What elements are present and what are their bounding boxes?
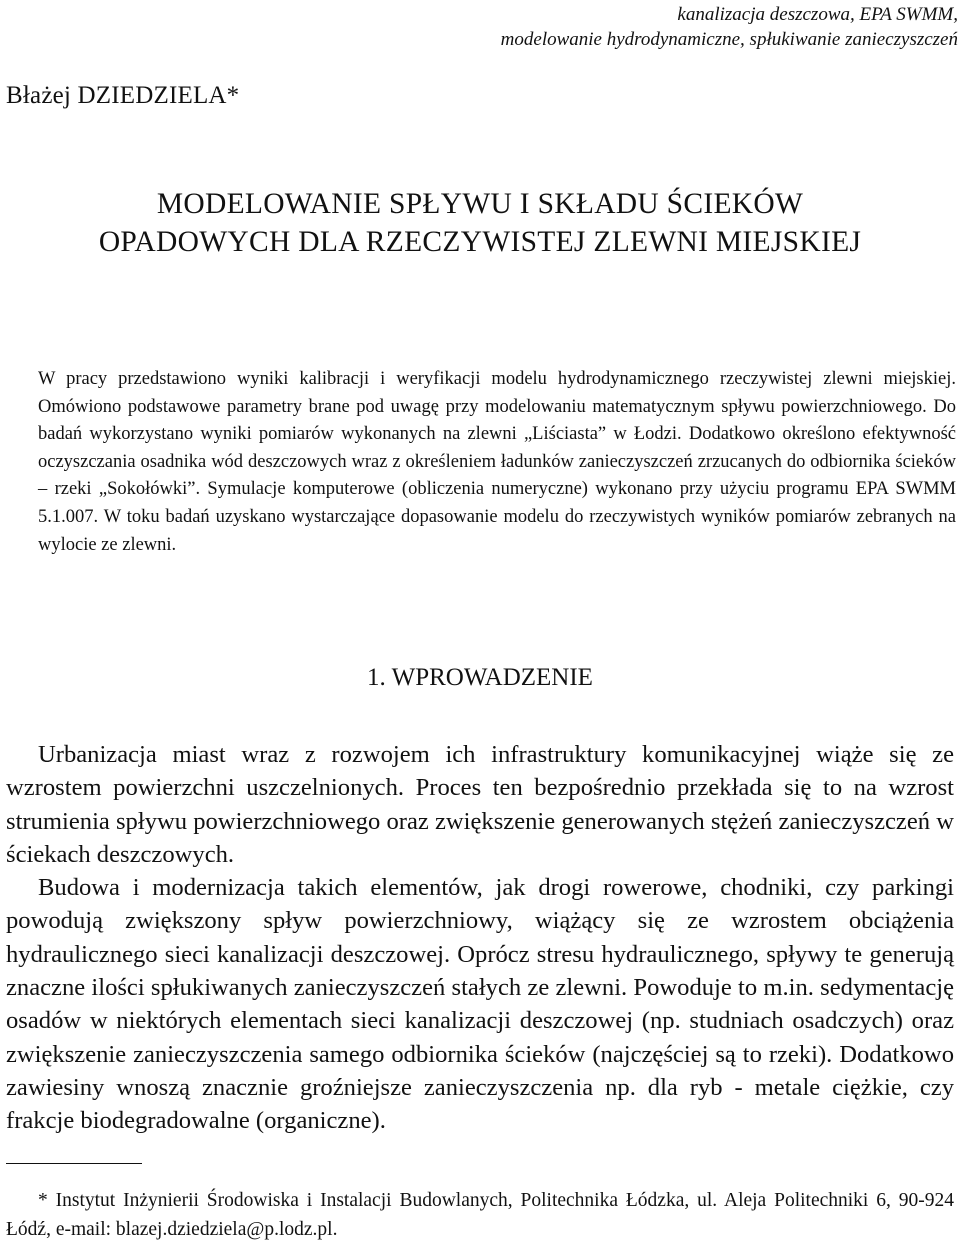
paper-title [0,185,960,261]
keywords-line-1: kanalizacja deszczowa, EPA SWMM, [677,4,958,25]
author-affiliation-footnote: * Instytut Inżynierii Środowiska i Instalacji Budowlanych, Politechnika Łódzka, ul. Aleja Politechniki 6, 90-924 Łódź, e-mail: blazej.dziedziela@p.lodz.pl. [6,1190,954,1240]
author-name: Błażej DZIEDZIELA* [6,82,240,109]
paper-title-line-2: OPADOWYCH DLA RZECZYWISTEJ ZLEWNI MIEJSKIEJ [98,226,862,258]
body-paragraph-1: Urbanizacja miast wraz z rozwojem ich infrastruktury komunikacyjnej wiąże się ze wzrostem powierzchni uszczelnionych. Proces ten bezpośrednio przekłada się to na wzrost strumienia spływu powierzchniowego oraz zwiększenie generowanych stężeń zanieczyszczeń w ściekach deszczowych. [6,741,954,868]
section-body [6,738,954,1138]
section-heading: 1. WPROWADZENIE [367,664,593,691]
paper-title-line-1: MODELOWANIE SPŁYWU I SKŁADU ŚCIEKÓW [156,188,804,220]
keywords [358,2,958,52]
keywords-line-2: modelowanie hydrodynamiczne, spłukiwanie zanieczyszczeń [500,29,958,50]
body-paragraph-2: Budowa i modernizacja takich elementów, jak drogi rowerowe, chodniki, czy parkingi powodują zwiększony spływ powierzchniowy, wiążący się ze wzrostem obciążenia hydraulicznego sieci kanalizacji deszczowej. Oprócz stresu hydraulicznego, spływy te generują znaczne ilości spłukiwanych zanieczyszczeń stałych ze zlewni. Powoduje to m.in. sedymentację osadów w niektórych elementach sieci kanalizacji deszczowej (np. studniach osadczych) oraz zwiększenie zanieczyszczenia samego odbiornika ścieków (najczęściej są to rzeki). Dodatkowo zawiesiny wnoszą znacznie groźniejsze zanieczyszczenia np. dla ryb - metale ciężkie, czy frakcje biodegradowalne (organiczne). [6,874,954,1135]
footnote-divider [6,1163,142,1164]
abstract: W pracy przedstawiono wyniki kalibracji i weryfikacji modelu hydrodynamicznego rzeczywistej zlewni miejskiej. Omówiono podstawowe parametry brane pod uwagę przy modelowaniu matematycznym spływu powierzchniowego. Do badań wykorzystano wyniki pomiarów wykonanych na zlewni „Liściasta” w Łodzi. Dodatkowo określono efektywność oczyszczania osadnika wód deszczowych wraz z określeniem ładunków zanieczyszczeń zrzucanych do odbiornika ścieków – rzeki „Sokołówki”. Symulacje komputerowe (obliczenia numeryczne) wykonano przy użyciu programu EPA SWMM 5.1.007. W toku badań uzyskano wystarczające dopasowanie modelu do rzeczywistych wyników pomiarów zebranych na wylocie ze zlewni. [38,369,956,555]
